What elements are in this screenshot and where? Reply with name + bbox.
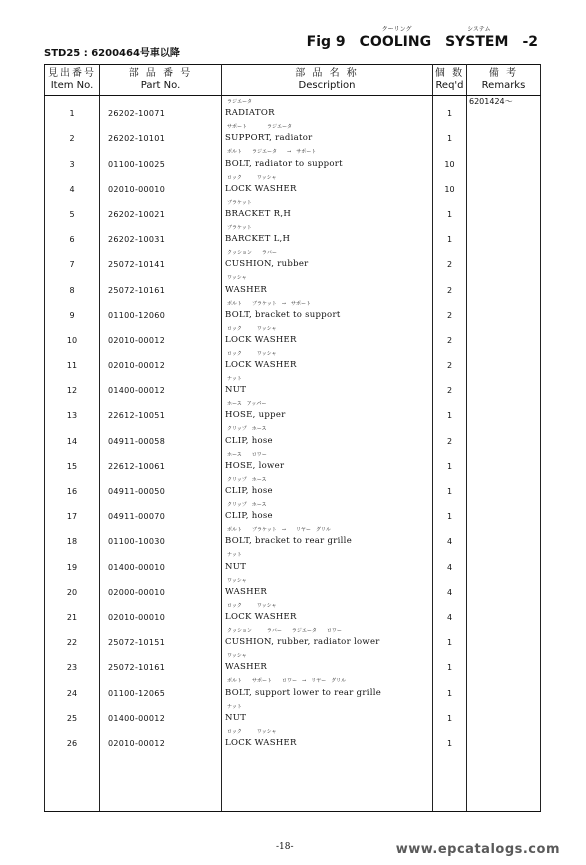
title-word-system: システム SYSTEM	[445, 26, 509, 50]
description-text: BOLT, support lower to rear grille	[225, 687, 382, 698]
description	[222, 222, 433, 247]
part-number: 25072-10151	[100, 625, 222, 650]
description	[222, 348, 433, 373]
quantity: 2	[433, 348, 467, 373]
description-kana: ロック ワッシャ	[227, 174, 277, 181]
figure-title	[306, 26, 538, 50]
item-no: 9	[45, 298, 100, 323]
table-row	[45, 600, 541, 625]
part-number: 01100-10025	[100, 146, 222, 171]
part-number: 02010-00012	[100, 726, 222, 751]
quantity: 2	[433, 272, 467, 297]
description	[222, 600, 433, 625]
table-row	[45, 701, 541, 726]
quantity: 4	[433, 600, 467, 625]
description-kana: クッション ラバー	[227, 250, 277, 257]
remarks	[467, 549, 541, 574]
title-ruby-system: システム	[467, 26, 491, 33]
description-text: WASHER	[225, 284, 268, 295]
item-no: 26	[45, 726, 100, 751]
quantity: 10	[433, 146, 467, 171]
description-kana: ナット	[227, 703, 242, 710]
description	[222, 373, 433, 398]
part-number: 22612-10061	[100, 449, 222, 474]
description	[222, 675, 433, 700]
item-no: 24	[45, 675, 100, 700]
remarks	[467, 650, 541, 675]
description-kana: ロック ワッシャ	[227, 350, 277, 357]
description-text: HOSE, upper	[225, 410, 286, 421]
description-kana: ボルト ラジエータ → サポート	[227, 149, 317, 156]
description	[222, 474, 433, 499]
table-row	[45, 650, 541, 675]
item-no: 1	[45, 96, 100, 122]
description-text: CUSHION, rubber, radiator lower	[225, 637, 380, 648]
item-no: 23	[45, 650, 100, 675]
description	[222, 247, 433, 272]
description-text: BOLT, bracket to support	[225, 309, 341, 320]
part-number: 26202-10021	[100, 197, 222, 222]
item-no: 12	[45, 373, 100, 398]
title-ruby-cooling: クーリング	[381, 26, 412, 33]
description-kana: ボルト サポート ロワー → リヤー グリル	[227, 678, 347, 685]
part-number: 26202-10101	[100, 121, 222, 146]
description-kana: サポート ラジエータ	[227, 124, 293, 131]
description-kana: クリップ ホース	[227, 476, 267, 483]
description-kana: ホース アッパー	[227, 401, 267, 408]
remarks	[467, 499, 541, 524]
part-number: 25072-10161	[100, 272, 222, 297]
quantity: 4	[433, 524, 467, 549]
item-no: 18	[45, 524, 100, 549]
part-number: 01100-10030	[100, 524, 222, 549]
fig-number: Fig 9	[306, 34, 346, 50]
table-row	[45, 549, 541, 574]
table-row	[45, 398, 541, 423]
quantity: 1	[433, 650, 467, 675]
title-word-cooling: クーリング COOLING	[359, 26, 432, 50]
description	[222, 549, 433, 574]
description	[222, 398, 433, 423]
part-number: 02000-00010	[100, 575, 222, 600]
description	[222, 197, 433, 222]
description-kana: ロック ワッシャ	[227, 728, 277, 735]
watermark: www.epcatalogs.com	[395, 842, 560, 857]
description-kana: ロック ワッシャ	[227, 602, 277, 609]
description-text: LOCK WASHER	[225, 737, 297, 748]
quantity: 4	[433, 549, 467, 574]
table-row	[45, 222, 541, 247]
description	[222, 121, 433, 146]
part-number: 01100-12060	[100, 298, 222, 323]
description-text: CLIP, hose	[225, 435, 273, 446]
remarks	[467, 247, 541, 272]
remarks	[467, 222, 541, 247]
item-no: 22	[45, 625, 100, 650]
part-number: 25072-10161	[100, 650, 222, 675]
item-no: 4	[45, 172, 100, 197]
item-no: 7	[45, 247, 100, 272]
col-item-no: 見出番号 Item No.	[45, 65, 100, 96]
description	[222, 423, 433, 448]
item-no: 13	[45, 398, 100, 423]
remarks	[467, 146, 541, 171]
quantity: 2	[433, 247, 467, 272]
part-number: 26202-10031	[100, 222, 222, 247]
table-row	[45, 474, 541, 499]
item-no: 10	[45, 323, 100, 348]
remarks	[467, 524, 541, 549]
remarks	[467, 449, 541, 474]
description-kana: ナット	[227, 376, 242, 383]
item-no: 8	[45, 272, 100, 297]
item-no: 14	[45, 423, 100, 448]
description-kana: クッション ラバー ラジエータ ロワー	[227, 627, 342, 634]
page-number: -18-	[276, 842, 294, 852]
part-number: 04911-00058	[100, 423, 222, 448]
description	[222, 298, 433, 323]
item-no: 6	[45, 222, 100, 247]
col-description: 部 品 名 称 Description	[222, 65, 433, 96]
description-text: WASHER	[225, 662, 268, 673]
table-row	[45, 348, 541, 373]
description	[222, 701, 433, 726]
table-header	[45, 65, 541, 96]
quantity: 2	[433, 423, 467, 448]
remarks: 6201424～	[467, 96, 541, 122]
remarks	[467, 272, 541, 297]
part-number: 01100-12065	[100, 675, 222, 700]
description-text: BOLT, radiator to support	[225, 158, 343, 169]
description-kana: ワッシャ	[227, 275, 247, 282]
description-text: BARCKET L,H	[225, 234, 291, 245]
table-row	[45, 146, 541, 171]
quantity: 1	[433, 197, 467, 222]
description	[222, 272, 433, 297]
item-no: 19	[45, 549, 100, 574]
part-number: 26202-10071	[100, 96, 222, 122]
parts-table	[44, 64, 541, 812]
table-row	[45, 675, 541, 700]
item-no: 11	[45, 348, 100, 373]
item-no: 3	[45, 146, 100, 171]
item-no: 15	[45, 449, 100, 474]
description-text: BOLT, bracket to rear grille	[225, 536, 353, 547]
description-text: LOCK WASHER	[225, 183, 297, 194]
table-row	[45, 625, 541, 650]
table-row	[45, 197, 541, 222]
description	[222, 726, 433, 751]
remarks	[467, 373, 541, 398]
quantity: 1	[433, 474, 467, 499]
description	[222, 172, 433, 197]
description-kana: ブラケット	[227, 199, 252, 206]
quantity: 1	[433, 625, 467, 650]
part-number: 01400-00010	[100, 549, 222, 574]
table-row	[45, 272, 541, 297]
part-number: 25072-10141	[100, 247, 222, 272]
description-kana: ホース ロワー	[227, 451, 267, 458]
remarks	[467, 298, 541, 323]
remarks	[467, 575, 541, 600]
description-kana: ナット	[227, 552, 242, 559]
description-text: NUT	[225, 712, 247, 723]
item-no: 2	[45, 121, 100, 146]
table-row	[45, 247, 541, 272]
table-row	[45, 298, 541, 323]
remarks	[467, 348, 541, 373]
quantity: 10	[433, 172, 467, 197]
remarks	[467, 726, 541, 751]
description	[222, 499, 433, 524]
part-number: 04911-00070	[100, 499, 222, 524]
title-suffix: -2	[522, 34, 538, 50]
description-text: CLIP, hose	[225, 486, 273, 496]
table-row	[45, 726, 541, 751]
remarks	[467, 701, 541, 726]
quantity: 1	[433, 675, 467, 700]
quantity: 2	[433, 373, 467, 398]
quantity: 1	[433, 449, 467, 474]
table-row	[45, 323, 541, 348]
description	[222, 625, 433, 650]
item-no: 17	[45, 499, 100, 524]
item-no: 5	[45, 197, 100, 222]
remarks	[467, 121, 541, 146]
description-text: SUPPORT, radiator	[225, 133, 313, 144]
col-remarks: 備 考 Remarks	[467, 65, 541, 96]
table-row	[45, 172, 541, 197]
remarks	[467, 675, 541, 700]
description-kana: ボルト ブラケット → サポート	[227, 300, 311, 307]
description-text: NUT	[225, 561, 247, 572]
description-text: BRACKET R,H	[225, 208, 292, 219]
table-row	[45, 524, 541, 549]
table-blank-area	[45, 751, 541, 812]
part-number: 04911-00050	[100, 474, 222, 499]
table-row	[45, 499, 541, 524]
quantity: 1	[433, 701, 467, 726]
description	[222, 650, 433, 675]
description-text: WASHER	[225, 586, 268, 597]
remarks	[467, 423, 541, 448]
quantity: 1	[433, 121, 467, 146]
description	[222, 96, 433, 122]
remarks	[467, 398, 541, 423]
table-row	[45, 575, 541, 600]
quantity: 1	[433, 499, 467, 524]
item-no: 21	[45, 600, 100, 625]
description	[222, 146, 433, 171]
description-text: CLIP, hose	[225, 511, 273, 522]
description-kana: ワッシャ	[227, 653, 247, 660]
remarks	[467, 172, 541, 197]
quantity: 1	[433, 726, 467, 751]
remarks	[467, 474, 541, 499]
table-row	[45, 121, 541, 146]
part-number: 01400-00012	[100, 701, 222, 726]
description-kana: ブラケット	[227, 224, 252, 231]
remarks	[467, 197, 541, 222]
part-number: 02010-00012	[100, 348, 222, 373]
description-kana: クリップ ホース	[227, 426, 267, 433]
table-row	[45, 449, 541, 474]
description-kana: ボルト ブラケット → リヤー グリル	[227, 527, 331, 534]
quantity: 1	[433, 96, 467, 122]
quantity: 1	[433, 222, 467, 247]
col-qty: 個 数 Req'd	[433, 65, 467, 96]
item-no: 25	[45, 701, 100, 726]
quantity: 2	[433, 323, 467, 348]
quantity: 1	[433, 398, 467, 423]
description-kana: ラジエータ	[227, 99, 253, 105]
quantity: 4	[433, 575, 467, 600]
description	[222, 524, 433, 549]
part-number: 02010-00010	[100, 172, 222, 197]
table-row	[45, 96, 541, 122]
description-kana: ワッシャ	[227, 577, 247, 584]
description	[222, 449, 433, 474]
table-row	[45, 423, 541, 448]
description-text: LOCK WASHER	[225, 334, 297, 345]
model-serial-label: STD25 : 6200464号車以降	[44, 48, 180, 59]
description-text: RADIATOR	[225, 108, 275, 119]
part-number: 02010-00010	[100, 600, 222, 625]
description-text: LOCK WASHER	[225, 611, 297, 622]
description-kana: ロック ワッシャ	[227, 325, 277, 332]
table-row	[45, 373, 541, 398]
description-text: NUT	[225, 385, 247, 396]
item-no: 16	[45, 474, 100, 499]
remarks	[467, 600, 541, 625]
item-no: 20	[45, 575, 100, 600]
quantity: 2	[433, 298, 467, 323]
description-text: CUSHION, rubber	[225, 259, 309, 270]
description	[222, 323, 433, 348]
remarks	[467, 625, 541, 650]
description-kana: クリップ ホース	[227, 502, 267, 508]
part-number: 01400-00012	[100, 373, 222, 398]
description-text: HOSE, lower	[225, 460, 285, 471]
description-text: LOCK WASHER	[225, 360, 297, 371]
part-number: 02010-00012	[100, 323, 222, 348]
part-number: 22612-10051	[100, 398, 222, 423]
description	[222, 575, 433, 600]
col-part-no: 部 品 番 号 Part No.	[100, 65, 222, 96]
remarks	[467, 323, 541, 348]
